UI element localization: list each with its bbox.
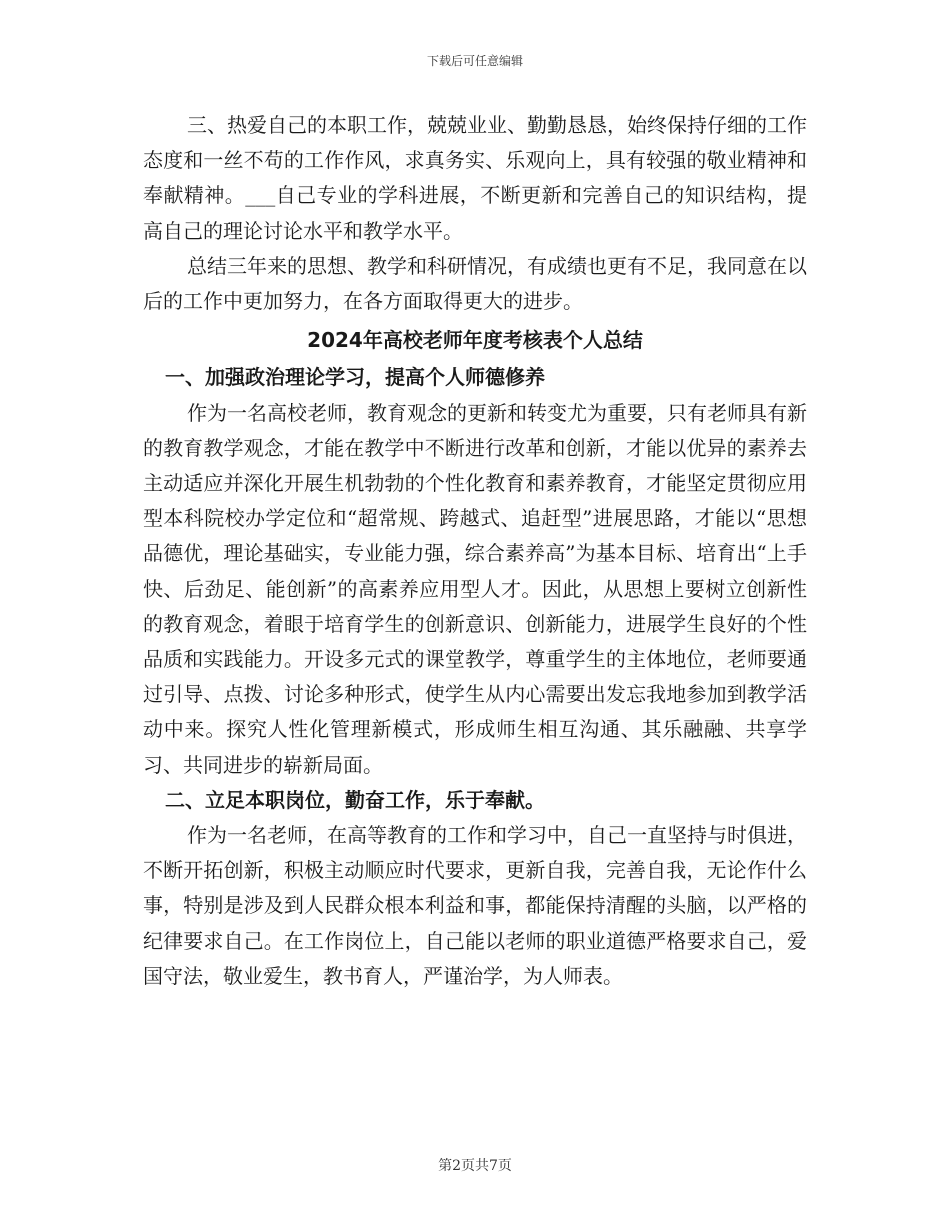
- document-title: 2024年高校老师年度考核表个人总结: [307, 328, 643, 353]
- heading-section-two: 二、立足本职岗位，勤奋工作，乐于奉献。: [165, 787, 545, 812]
- page-header: 下载后可任意编辑: [426, 54, 523, 68]
- paragraph-section-one: 作为一名高校老师，教育观念的更新和转变尤为重要，只有老师具有新的教育教学观念，才能在教学中不断进行改革和创新，才能以优异的素养去主动适应并深化开展生机勃勃的个性化教育和素养教育，才能坚定贯彻应用型本科院校办学定位和“超常规、跨越式、追赶型”进展思路，才能以“思想品德优，理论基础实，专业能力强，综合素养高”为基本目标、培育出“上手快、后劲足、能创新”的高素养应用型人才。因此，从思想上要树立创新性的教育观念，着眼于培育学生的创新意识、创新能力，进展学生良好的个性品质和实践能力。开设多元式的课堂教学，尊重学生的主体地位，老师要通过引导、点拨、讨论多种形式，使学生从内心需要出发忘我地参加到教学活动中来。探究人性化管理新模式，形成师生相互沟通、其乐融融、共享学习、共同进步的崭新局面。: [143, 400, 807, 777]
- paragraph-section-three: 三、热爱自己的本职工作，兢兢业业、勤勤恳恳，始终保持仔细的工作态度和一丝不苟的工作作风，求真务实、乐观向上，具有较强的敬业精神和奉献精神。___自己专业的学科进展，不断更新和完善自己的知识结构，提高自己的理论讨论水平和教学水平。: [143, 113, 807, 243]
- page-footer: 第2页共7页: [438, 1158, 512, 1174]
- paragraph-section-two: 作为一名老师，在高等教育的工作和学习中，自己一直坚持与时俱进，不断开拓创新，积极主动顺应时代要求，更新自我，完善自我，无论作什么事，特别是涉及到人民群众根本利益和事，都能保持清醒的头脑，以严格的纪律要求自己。在工作岗位上，自己能以老师的职业道德严格要求自己，爱国守法，敬业爱生，教书育人，严谨治学，为人师表。: [143, 823, 807, 988]
- document-body: [143, 108, 807, 994]
- heading-section-one: 一、加强政治理论学习，提高个人师德修养: [165, 365, 545, 390]
- paragraph-summary: 总结三年来的思想、教学和科研情况，有成绩也更有不足，我同意在以后的工作中更加努力，在各方面取得更大的进步。: [143, 253, 807, 314]
